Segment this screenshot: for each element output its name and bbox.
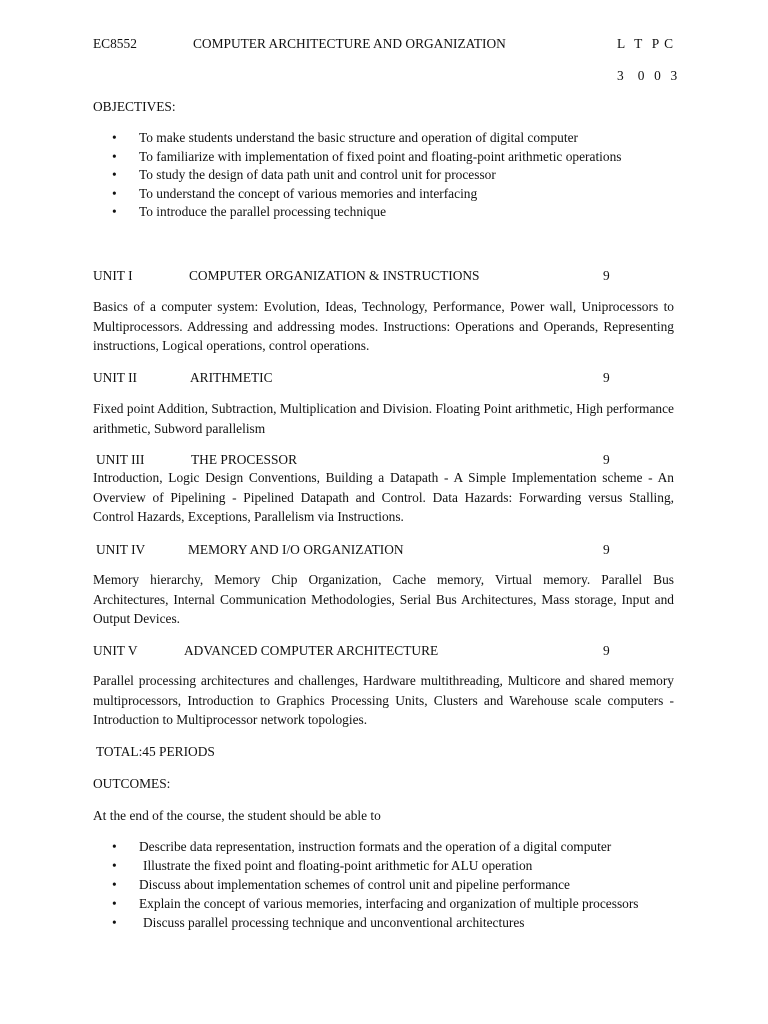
unit-4-hours: 9 [603, 542, 610, 557]
bullet-icon: • [112, 915, 117, 930]
total-periods: TOTAL:45 PERIODS [96, 744, 215, 759]
unit-4-content: Memory hierarchy, Memory Chip Organization, Cache memory, Virtual memory. Parallel Bus Architectures, Internal Communication Methodologies, Serial Bus Architectures, Mass storage, Input and Output Devices. [93, 572, 674, 626]
bullet-icon: • [112, 167, 117, 182]
list-item: • Describe data representation, instruction formats and the operation of a digital computer [112, 839, 612, 854]
list-item: • To study the design of data path unit and control unit for processor [112, 167, 496, 182]
unit-1-hours: 9 [603, 268, 610, 283]
bullet-icon: • [112, 839, 117, 854]
unit-4-title: MEMORY AND I/O ORGANIZATION [188, 542, 404, 557]
unit-5-hours: 9 [603, 643, 610, 658]
list-item: • Explain the concept of various memories, interfacing and organization of multiple processors [112, 896, 639, 911]
unit-1-content: Basics of a computer system: Evolution, Ideas, Technology, Performance, Power wall, Uniprocessors to Multiprocessors. Addressing and addressing modes. Instructions: Operations and Operands, Representing instructions, Logical operations, control operations. [93, 299, 674, 353]
unit-5-label: UNIT V [93, 643, 138, 658]
outcomes-intro: At the end of the course, the student should be able to [93, 808, 381, 823]
list-item: • To familiarize with implementation of fixed point and floating-point arithmetic operations [112, 148, 622, 164]
unit-1-title: COMPUTER ORGANIZATION & INSTRUCTIONS [189, 268, 480, 283]
bullet-icon: • [112, 148, 117, 164]
bullet-icon: • [112, 877, 117, 892]
list-item: • Illustrate the fixed point and floating-point arithmetic for ALU operation [112, 858, 533, 873]
unit-2-label: UNIT II [93, 370, 138, 385]
unit-3-hours: 9 [603, 452, 610, 467]
unit-2-content: Fixed point Addition, Subtraction, Multiplication and Division. Floating Point arithmetic, High performance arithmetic, Subword parallelism [93, 401, 674, 436]
list-item: • To introduce the parallel processing technique [112, 204, 387, 219]
course-code: EC8552 [93, 36, 137, 51]
unit-1-label: UNIT I [93, 268, 133, 283]
unit-3-label: UNIT III [96, 452, 145, 467]
unit-4-label: UNIT IV [96, 542, 146, 557]
course-title: COMPUTER ARCHITECTURE AND ORGANIZATION [193, 36, 506, 51]
bullet-icon: • [112, 858, 117, 873]
ltpc-labels: L T P C [617, 36, 674, 51]
bullet-icon: • [112, 185, 117, 201]
list-item: • Discuss parallel processing technique and unconventional architectures [112, 915, 525, 930]
unit-5-title: ADVANCED COMPUTER ARCHITECTURE [184, 643, 439, 658]
unit-5-content: Parallel processing architectures and challenges, Hardware multithreading, Multicore and shared memory multiprocessors, Introduction to Graphics Processing Units, Clusters and Warehouse scale computers - Introduction to Multiprocessor network topologies. [93, 673, 674, 727]
ltpc-values: 3 0 0 3 [617, 68, 679, 83]
objectives-list [93, 130, 674, 223]
outcomes-list [93, 838, 674, 933]
objectives-heading: OBJECTIVES: [93, 99, 176, 114]
list-item: • To understand the concept of various memories and interfacing [112, 185, 478, 201]
unit-2-hours: 9 [603, 370, 610, 385]
unit-2-title: ARITHMETIC [190, 370, 273, 385]
bullet-icon: • [112, 896, 117, 911]
bullet-icon: • [112, 130, 117, 145]
bullet-icon: • [112, 204, 117, 219]
list-item: • To make students understand the basic structure and operation of digital computer [112, 130, 578, 145]
unit-3-title: THE PROCESSOR [191, 452, 298, 467]
unit-3-content: Introduction, Logic Design Conventions, Building a Datapath - A Simple Implementation scheme - An Overview of Pipelining - Pipelined Datapath and Control. Data Hazards: Forwarding versus Stalling, Control Hazards, Exceptions, Parallelism via Instructions. [93, 470, 674, 524]
outcomes-heading: OUTCOMES: [93, 776, 171, 791]
list-item: • Discuss about implementation schemes of control unit and pipeline performance [112, 877, 570, 892]
